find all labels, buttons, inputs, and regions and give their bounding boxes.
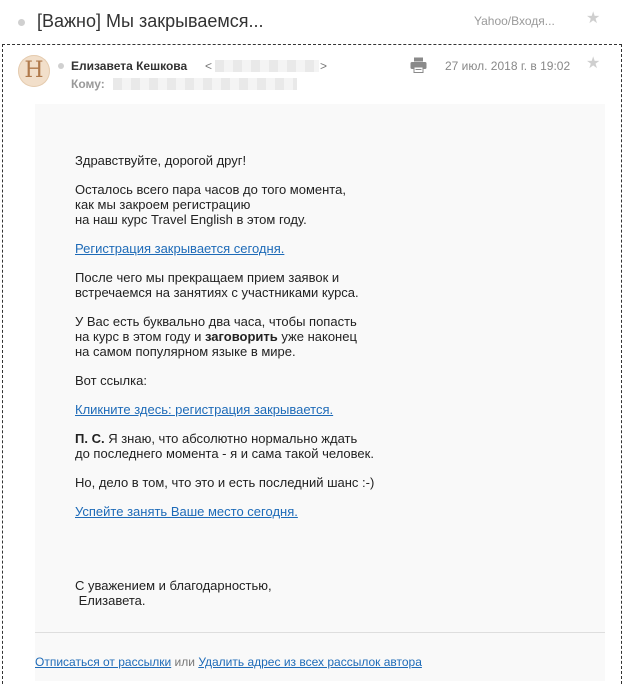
paragraph-3-bold: заговорить (205, 329, 278, 344)
greeting: Здравствуйте, дорогой друг! (75, 153, 247, 168)
link-intro: Вот ссылка: (75, 373, 147, 388)
postscript (75, 431, 415, 461)
unread-dot-icon[interactable] (18, 19, 25, 26)
message-star-icon[interactable]: ★ (586, 55, 601, 72)
paragraph-1-line: Осталось всего пара часов до того момента, (75, 182, 346, 197)
sender-email-open: < (205, 59, 213, 73)
paragraph-1-line: как мы закроем регистрацию (75, 197, 251, 212)
paragraph-1 (75, 182, 415, 227)
email-subject: [Важно] Мы закрываемся... (37, 11, 264, 31)
sender-name[interactable]: Елизавета Кешкова (71, 59, 188, 73)
postscript-line: до последнего момента - я и сама такой человек. (75, 446, 374, 461)
footer-divider (35, 632, 605, 633)
click-here-link[interactable]: Кликните здесь: регистрация закрывается. (75, 402, 334, 417)
message-date: 27 июл. 2018 г. в 19:02 (445, 59, 571, 73)
link-paragraph-2 (75, 402, 415, 417)
paragraph-2-line: встречаемся на занятиях с участниками курса. (75, 285, 359, 300)
email-content (75, 153, 415, 622)
registration-closing-link[interactable]: Регистрация закрывается сегодня. (75, 241, 285, 256)
paragraph-3-line: У Вас есть буквально два часа, чтобы попасть (75, 314, 357, 329)
paragraph-2 (75, 270, 415, 300)
paragraph-1-line: на наш курс Travel English в этом году. (75, 212, 307, 227)
paragraph-2-line: После чего мы прекращаем прием заявок и (75, 270, 340, 285)
take-your-spot-link[interactable]: Успейте занять Ваше место сегодня. (75, 504, 298, 519)
recipient-redacted (113, 78, 297, 90)
postscript-label: П. С. (75, 431, 105, 446)
link-paragraph-3 (75, 504, 415, 519)
folder-label[interactable]: Yahoo/Входя... (474, 14, 555, 28)
subject-bar (0, 0, 626, 44)
signature (75, 578, 415, 608)
sender-email-close: > (320, 59, 328, 73)
signature-line: Елизавета. (75, 593, 146, 608)
sender-avatar: H (18, 55, 50, 87)
signature-line: С уважением и благодарностью, (75, 578, 272, 593)
footer (35, 655, 422, 669)
postscript-line: Я знаю, что абсолютно нормально ждать (108, 431, 358, 446)
footer-or: или (174, 655, 195, 669)
paragraph-3-line: на самом популярном языке в мире. (75, 344, 296, 359)
sender-email-redacted (215, 60, 319, 72)
sender-status-dot-icon (58, 63, 64, 69)
unsubscribe-link[interactable]: Отписаться от рассылки (35, 655, 172, 669)
recipient-label: Кому: (71, 77, 105, 91)
paragraph-4: Но, дело в том, что это и есть последний шанс :-) (75, 475, 375, 490)
paragraph-3-line: уже наконец (281, 329, 357, 344)
remove-address-link[interactable]: Удалить адрес из всех рассылок автора (198, 655, 422, 669)
paragraph-3 (75, 314, 415, 359)
link-paragraph-1 (75, 241, 415, 256)
paragraph-3-line: на курс в этом году и (75, 329, 202, 344)
star-icon[interactable]: ★ (586, 10, 601, 27)
print-icon[interactable] (410, 57, 427, 73)
